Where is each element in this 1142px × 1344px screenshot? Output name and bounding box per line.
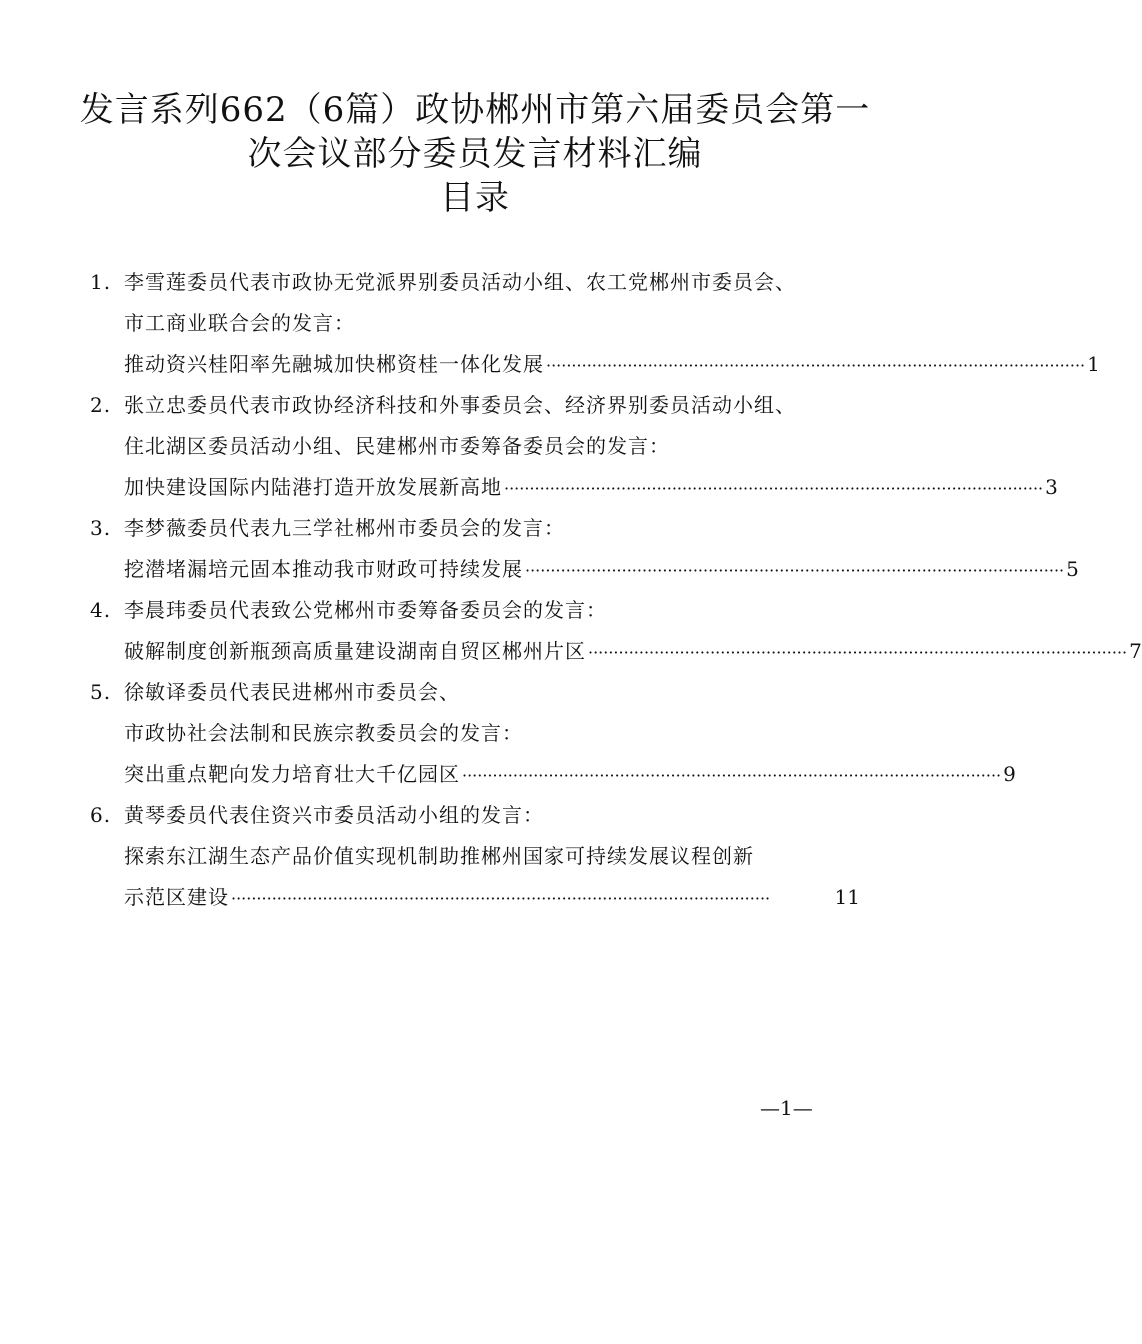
title-line-3: 目录 xyxy=(440,178,510,218)
toc-entry-6-line-2 xyxy=(90,836,860,877)
toc-entry-3-topic[interactable] xyxy=(90,549,1079,590)
document-title xyxy=(40,88,910,220)
toc-entry-number: 2. xyxy=(90,393,112,417)
toc-entry-speaker: 市工商业联合会的发言： xyxy=(124,311,355,335)
leader-dots: ·········································································································· xyxy=(462,766,1002,785)
toc-entry-speaker: 徐敏译委员代表民进郴州市委员会、 xyxy=(124,680,460,704)
toc-page-number: 7 xyxy=(1129,639,1142,663)
toc-entry-3-line-1 xyxy=(90,508,860,549)
toc-entry-speaker: 李晨玮委员代表致公党郴州市委筹备委员会的发言： xyxy=(124,598,607,622)
toc-entry-number: 3. xyxy=(90,516,112,540)
toc-entry-6-line-1 xyxy=(90,795,860,836)
toc-entry-5-line-1 xyxy=(90,672,860,713)
toc-entry-number: 5. xyxy=(90,680,112,704)
toc-page-number: 3 xyxy=(1045,475,1058,499)
title-line-1: 发言系列662（6篇）政协郴州市第六届委员会第一 xyxy=(79,90,871,130)
toc-entry-number: 6. xyxy=(90,803,112,827)
toc-entry-2-topic[interactable] xyxy=(90,467,1058,508)
toc-entry-topic[interactable]: 推动资兴桂阳率先融城加快郴资桂一体化发展 xyxy=(124,352,544,376)
toc-entry-speaker: 住北湖区委员活动小组、民建郴州市委筹备委员会的发言： xyxy=(124,434,670,458)
toc-entry-1-line-1 xyxy=(90,262,860,303)
toc-entry-speaker: 李梦薇委员代表九三学社郴州市委员会的发言： xyxy=(124,516,565,540)
title-line-2: 次会议部分委员发言材料汇编 xyxy=(247,134,703,174)
leader-dots: ·········································································································· xyxy=(546,356,1086,375)
toc-entry-1-line-2 xyxy=(90,303,860,344)
leader-dots: ·········································································································· xyxy=(231,889,771,908)
toc-entry-4-line-1 xyxy=(90,590,860,631)
table-of-contents xyxy=(90,262,1142,918)
toc-entry-6-topic[interactable] xyxy=(90,877,860,918)
toc-page-number: 11 xyxy=(834,885,860,909)
toc-entry-topic[interactable]: 破解制度创新瓶颈高质量建设湖南自贸区郴州片区 xyxy=(124,639,586,663)
toc-entry-topic-part: 探索东江湖生态产品价值实现机制助推郴州国家可持续发展议程创新 xyxy=(124,844,754,868)
toc-entry-number: 1. xyxy=(90,270,112,294)
leader-dots: ·········································································································· xyxy=(504,479,1044,498)
toc-entry-4-topic[interactable] xyxy=(90,631,1142,672)
toc-entry-topic[interactable]: 加快建设国际内陆港打造开放发展新高地 xyxy=(124,475,502,499)
toc-page-number: 9 xyxy=(1003,762,1016,786)
toc-page-number: 1 xyxy=(1087,352,1100,376)
toc-entry-topic[interactable]: 示范区建设 xyxy=(124,885,229,909)
toc-entry-topic[interactable]: 突出重点靶向发力培育壮大千亿园区 xyxy=(124,762,460,786)
toc-page-number: 5 xyxy=(1066,557,1079,581)
toc-entry-speaker: 李雪莲委员代表市政协无党派界别委员活动小组、农工党郴州市委员会、 xyxy=(124,270,796,294)
toc-entry-speaker: 市政协社会法制和民族宗教委员会的发言： xyxy=(124,721,523,745)
leader-dots: ·········································································································· xyxy=(525,561,1065,580)
toc-entry-2-line-1 xyxy=(90,385,860,426)
toc-entry-speaker: 张立忠委员代表市政协经济科技和外事委员会、经济界别委员活动小组、 xyxy=(124,393,796,417)
toc-entry-2-line-2 xyxy=(90,426,860,467)
toc-entry-topic[interactable]: 挖潜堵漏培元固本推动我市财政可持续发展 xyxy=(124,557,523,581)
toc-entry-1-topic[interactable] xyxy=(90,344,1100,385)
page-number-footer: —1— xyxy=(760,1096,813,1120)
toc-entry-5-topic[interactable] xyxy=(90,754,1016,795)
leader-dots: ·········································································································· xyxy=(588,643,1128,662)
toc-entry-number: 4. xyxy=(90,598,112,622)
toc-entry-speaker: 黄琴委员代表住资兴市委员活动小组的发言： xyxy=(124,803,544,827)
toc-entry-5-line-2 xyxy=(90,713,860,754)
